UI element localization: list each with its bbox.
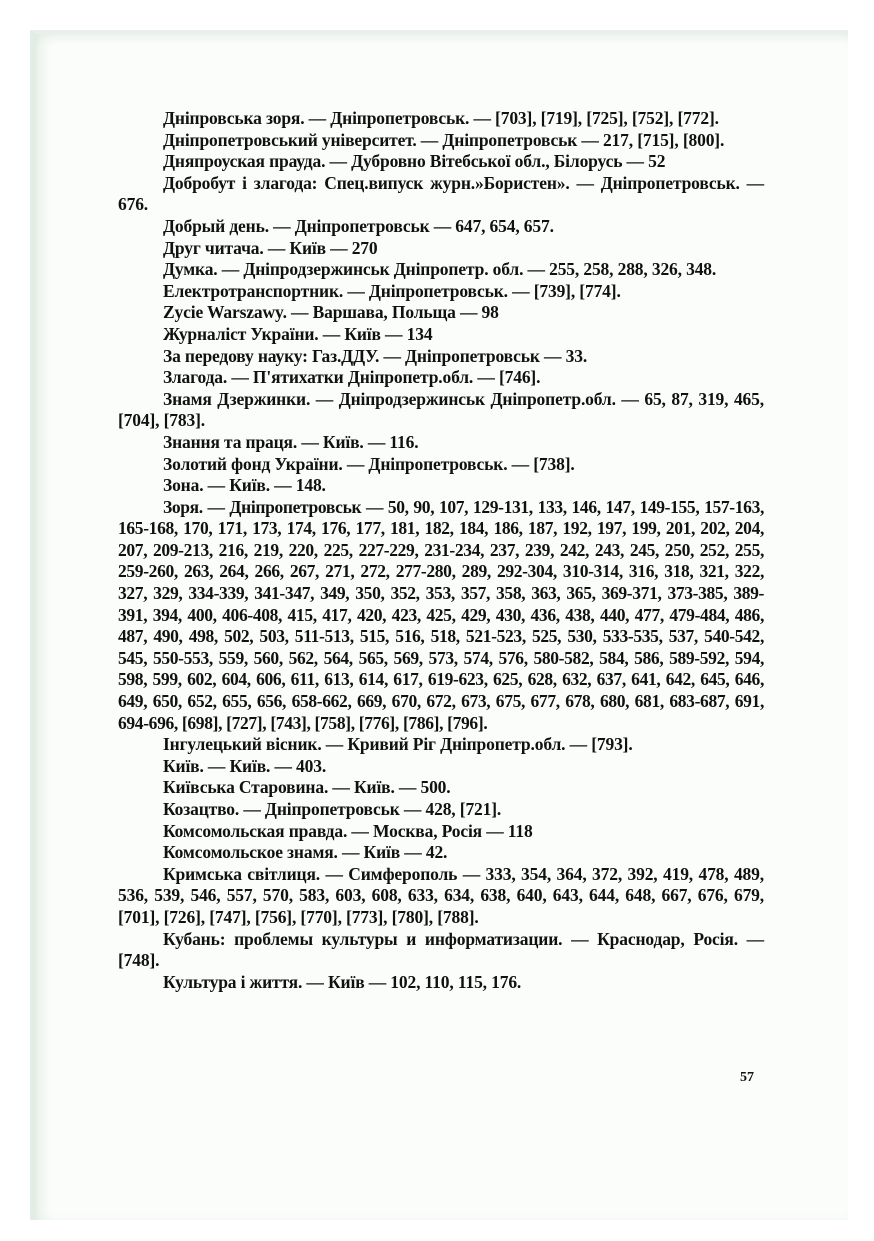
index-entry: Інгулецький вісник. — Кривий Ріг Дніпропетр.обл. — [793].: [163, 734, 633, 755]
index-entry: Дніпровська зоря. — Дніпропетровськ. — [703], [719], [725], [752], [772].: [163, 108, 719, 128]
index-entry: Знамя Дзержинки. — Дніпродзержинськ Дніпропетр.обл. — 65, 87, 319, 465, [704], [783].: [118, 388, 764, 431]
index-entry: Злагода. — П'ятихатки Дніпропетр.обл. — [746].: [163, 367, 541, 388]
index-entry: Зоря. — Дніпропетровськ — 50, 90, 107, 129-131, 133, 146, 147, 149-155, 157-163, 165-168, 170, 171, 173, 174, 176, 177, 181, 182, 184, 186, 187, 192, 197, 199, 201, 202, 204, 207, 209-213, 216, 219, 220, 225, 227-229, 231-234, 237, 239, 242, 243, 245, 250, 252, 255, 259-260, 263, 264, 266, 267, 271, 272, 277-280, 289, 292-304, 310-314, 316, 318, 321, 322, 327, 329, 334-339, 341-347, 349, 350, 352, 353, 357, 358, 363, 365, 369-371, 373-385, 389-391, 394, 400, 406-408, 415, 417, 420, 423, 425, 429, 430, 436, 438, 440, 477, 479-484, 486, 487, 490, 498, 502, 503, 511-513, 515, 516, 518, 521-523, 525, 530, 533-535, 537, 540-542, 545, 550-553, 559, 560, 562, 564, 565, 569, 573, 574, 576, 580-582, 584, 586, 589-592, 594, 598, 599, 602, 604, 606, 611, 613, 614, 617, 619-623, 625, 628, 632, 637, 641, 642, 645, 646, 649, 650, 652, 655, 656, 658-662, 669, 670, 672, 673, 675, 677, 678, 680, 681, 683-687, 691, 694-696, [698], [727], [743], [758], [776], [786], [796].: [118, 496, 764, 733]
index-entry: Комсомольское знамя. — Київ — 42.: [163, 842, 448, 863]
index-entry: Дняпроуская прауда. — Дубровно Вітебської обл., Білорусь — 52: [163, 151, 666, 172]
index-entry: Кримська світлиця. — Симферополь — 333, 354, 364, 372, 392, 419, 478, 489, 536, 539, 546, 557, 570, 583, 603, 608, 633, 634, 638, 640, 643, 644, 648, 667, 676, 679, [701], [726], [747], [756], [770], [773], [780], [788].: [118, 863, 764, 927]
index-entry: Дніпропетровський університет. — Дніпропетровськ — 217, [715], [800].: [163, 129, 725, 150]
index-entry: Київ. — Київ. — 403.: [163, 755, 327, 776]
index-entry: Добрый день. — Дніпропетровськ — 647, 654, 657.: [163, 215, 554, 236]
index-entry: Електротранспортник. — Дніпропетровськ. — [739], [774].: [163, 280, 621, 301]
index-entry: Добробут і злагода: Спец.випуск журн.»Бористен». — Дніпропетровськ. — 676.: [118, 172, 764, 215]
index-entry: Друг читача. — Київ — 270: [163, 237, 378, 258]
index-entry: Zycie Warszawy. — Варшава, Польща — 98: [163, 302, 499, 323]
page-number: 57: [740, 1070, 754, 1085]
index-entry: Кубань: проблемы культуры и информатизации. — Краснодар, Росія. — [748].: [118, 928, 764, 971]
index-entry: Знання та праця. — Київ. — 116.: [163, 431, 419, 452]
index-entry: Комсомольская правда. — Москва, Росія — 118: [163, 820, 533, 841]
index-entry: Культура і життя. — Київ — 102, 110, 115, 176.: [163, 971, 522, 992]
index-text: [118, 108, 764, 993]
index-entry: Журналіст України. — Київ — 134: [163, 323, 433, 344]
index-entry: Козацтво. — Дніпропетровськ — 428, [721].: [163, 799, 502, 819]
index-entry: Зона. — Київ. — 148.: [163, 475, 326, 496]
index-entry: Київська Старовина. — Київ. — 500.: [163, 777, 451, 798]
index-entry: За передову науку: Газ.ДДУ. — Дніпропетровськ — 33.: [163, 345, 588, 366]
index-entry: Думка. — Дніпродзержинськ Дніпропетр. обл. — 255, 258, 288, 326, 348.: [163, 259, 717, 280]
index-entry: Золотий фонд України. — Дніпропетровськ. — [738].: [163, 453, 575, 474]
